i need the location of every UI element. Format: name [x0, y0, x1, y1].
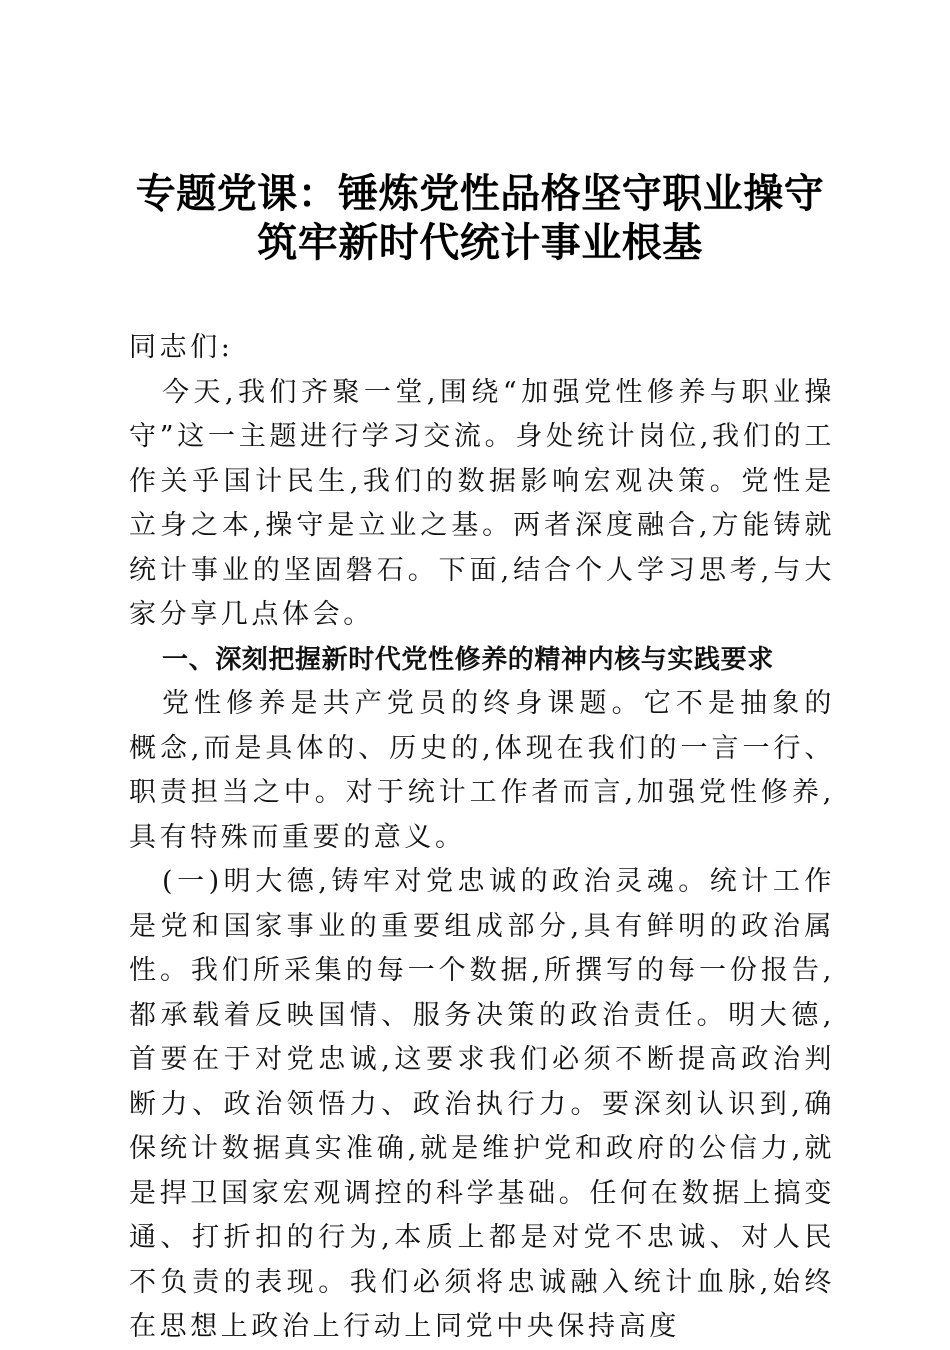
document-body	[129, 326, 835, 1350]
paragraph-subsection-1: (一)明大德,铸牢对党忠诚的政治灵魂。统计工作是党和国家事业的重要组成部分,具有鲜明的政治属性。我们所采集的每一个数据,所撰写的每一份报告,都承载着反映国情、服务决策的政治责任。明大德,首要在于对党忠诚,这要求我们必须不断提高政治判断力、政治领悟力、政治执行力。要深刻认识到,确保统计数据真实准确,就是维护党和政府的公信力,就是捍卫国家宏观调控的科学基础。任何在数据上搞变通、打折扣的行为,本质上都是对党不忠诚、对人民不负责的表现。我们必须将忠诚融入统计血脉,始终在思想上政治上行动上同党中央保持高度	[129, 866, 835, 1342]
paragraph-intro: 今天,我们齐聚一堂,围绕“加强党性修养与职业操守”这一主题进行学习交流。身处统计岗位,我们的工作关乎国计民生,我们的数据影响宏观决策。党性是立身之本,操守是立业之基。两者深度融合,方能铸就统计事业的坚固磐石。下面,结合个人学习思考,与大家分享几点体会。	[129, 376, 835, 630]
paragraph-section1-intro: 党性修养是共产党员的终身课题。它不是抽象的概念,而是具体的、历史的,体现在我们的一言一行、职责担当之中。对于统计工作者而言,加强党性修养,具有特殊而重要的意义。	[129, 688, 835, 853]
title-line-2: 筑牢新时代统计事业根基	[257, 220, 703, 266]
section-heading-1: 一、深刻把握新时代党性修养的精神内核与实践要求	[162, 644, 774, 675]
title-line-1: 专题党课：锤炼党性品格坚守职业操守	[135, 171, 825, 217]
document-title	[100, 170, 860, 268]
salutation: 同志们:	[129, 332, 234, 363]
